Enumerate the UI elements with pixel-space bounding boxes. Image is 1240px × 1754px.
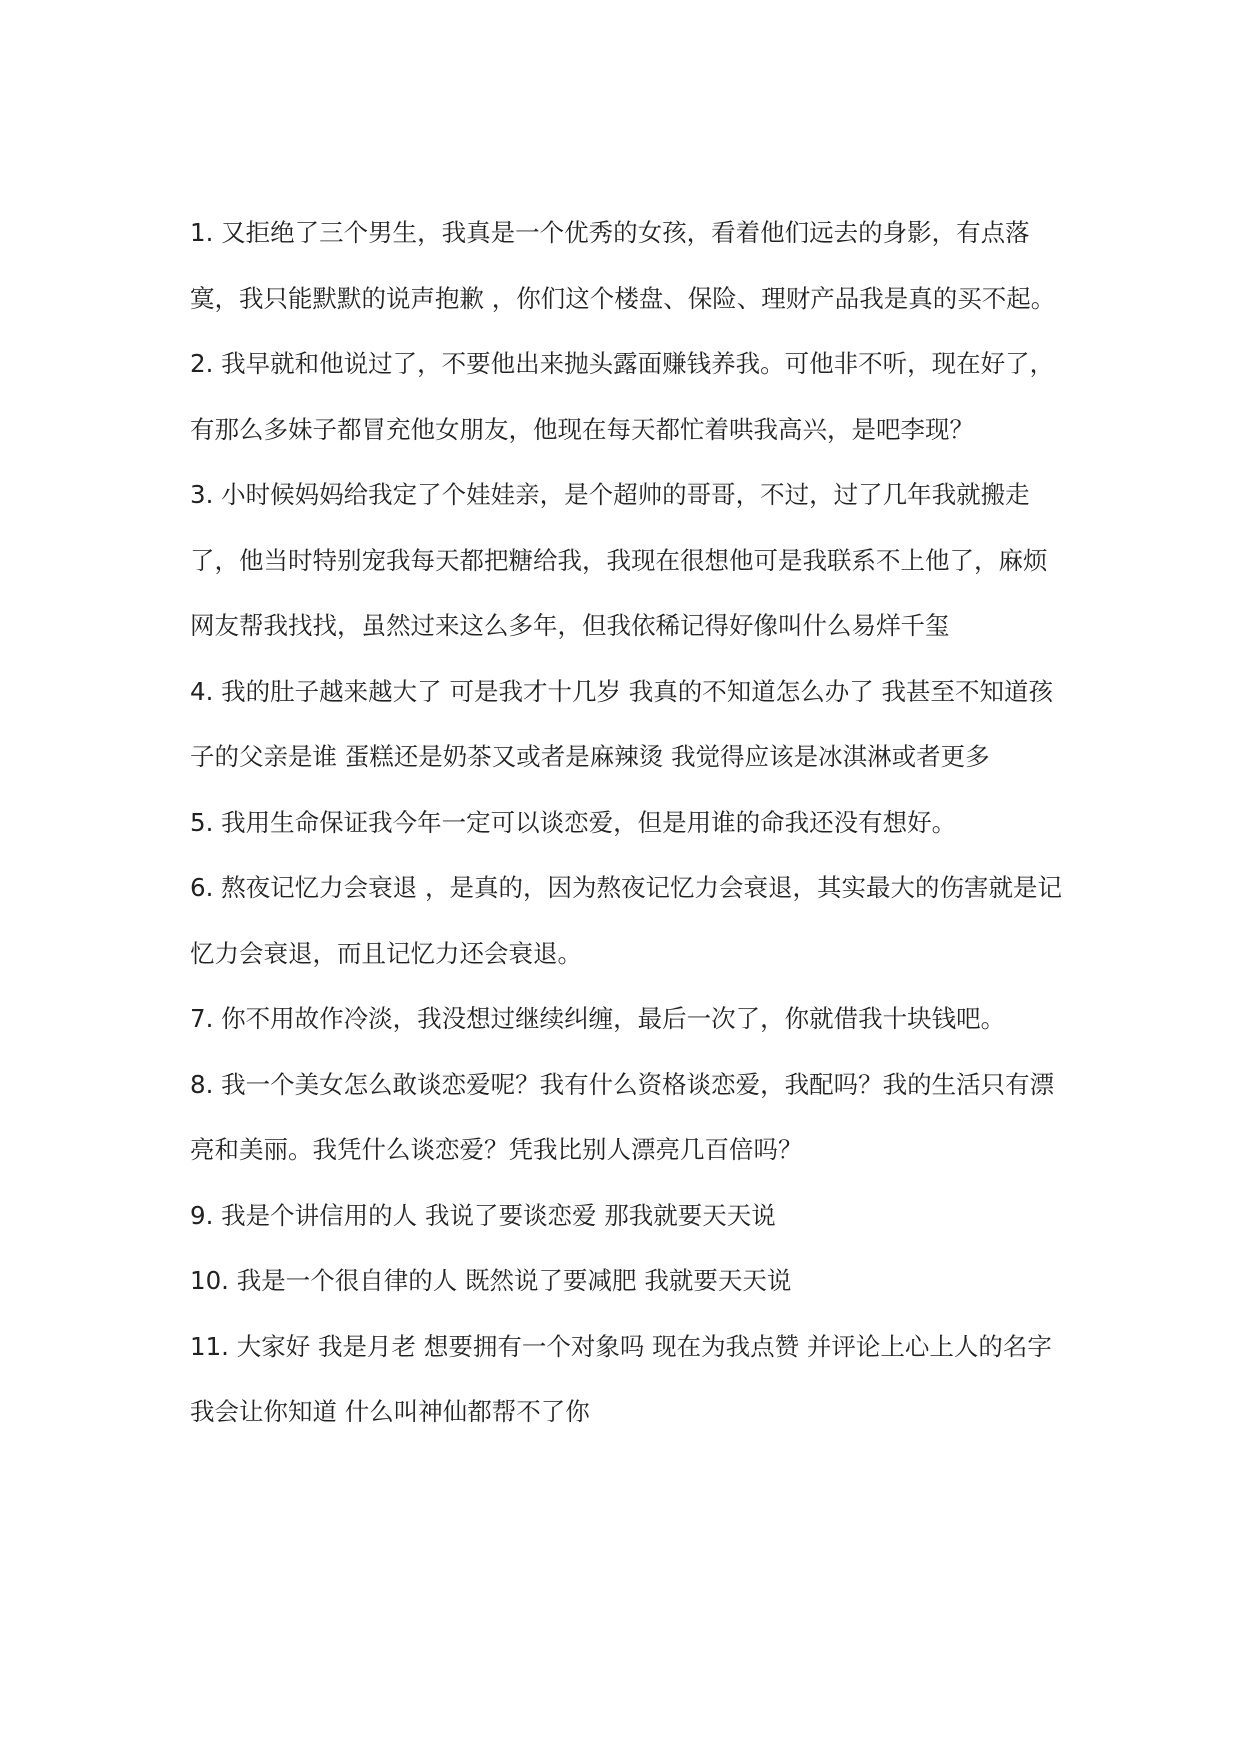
list-item-4: 4. 我的肚子越来越大了 可是我才十几岁 我真的不知道怎么办了 我甚至不知道孩子的父亲是谁 蛋糕还是奶茶又或者是麻辣烫 我觉得应该是冰淇淋或者更多	[190, 676, 1054, 771]
list-item-8: 8. 我一个美女怎么敢谈恋爱呢？我有什么资格谈恋爱，我配吗？我的生活只有漂亮和美丽。我凭什么谈恋爱？凭我比别人漂亮几百倍吗？	[190, 1069, 1055, 1164]
list-item-6: 6. 熬夜记忆力会衰退 ，是真的，因为熬夜记忆力会衰退，其实最大的伤害就是记忆力会衰退，而且记忆力还会衰退。	[190, 873, 1062, 968]
list-item-2: 2. 我早就和他说过了，不要他出来抛头露面赚钱养我。可他非不听，现在好了，有那么多妹子都冒充他女朋友，他现在每天都忙着哄我高兴，是吧李现？	[190, 349, 1055, 444]
list-item-7: 7. 你不用故作冷淡，我没想过继续纠缠，最后一次了，你就借我十块钱吧。	[190, 1004, 1006, 1033]
list-item-5: 5. 我用生命保证我今年一定可以谈恋爱，但是用谁的命我还没有想好。	[190, 807, 957, 837]
list-item-9: 9. 我是个讲信用的人 我说了要谈恋爱 那我就要天天说	[190, 1200, 776, 1230]
document-body	[190, 200, 1070, 1445]
list-item-10: 10. 我是一个很自律的人 既然说了要减肥 我就要天天说	[190, 1266, 792, 1295]
list-item-11: 11. 大家好 我是月老 想要拥有一个对象吗 现在为我点赞 并评论上心上人的名字 我会让你知道 什么叫神仙都帮不了你	[190, 1331, 1052, 1426]
list-item-3: 3. 小时候妈妈给我定了个娃娃亲，是个超帅的哥哥，不过，过了几年我就搬走了，他当时特别宠我每天都把糖给我，我现在很想他可是我联系不上他了，麻烦网友帮我找找，虽然过来这么多年，但我依稀记得好像叫什么易烊千玺	[190, 480, 1048, 640]
list-item-1: 1. 又拒绝了三个男生，我真是一个优秀的女孩，看着他们远去的身影，有点落寞，我只能默默的说声抱歉 ，你们这个楼盘、保险、理财产品我是真的买不起。	[190, 218, 1056, 313]
